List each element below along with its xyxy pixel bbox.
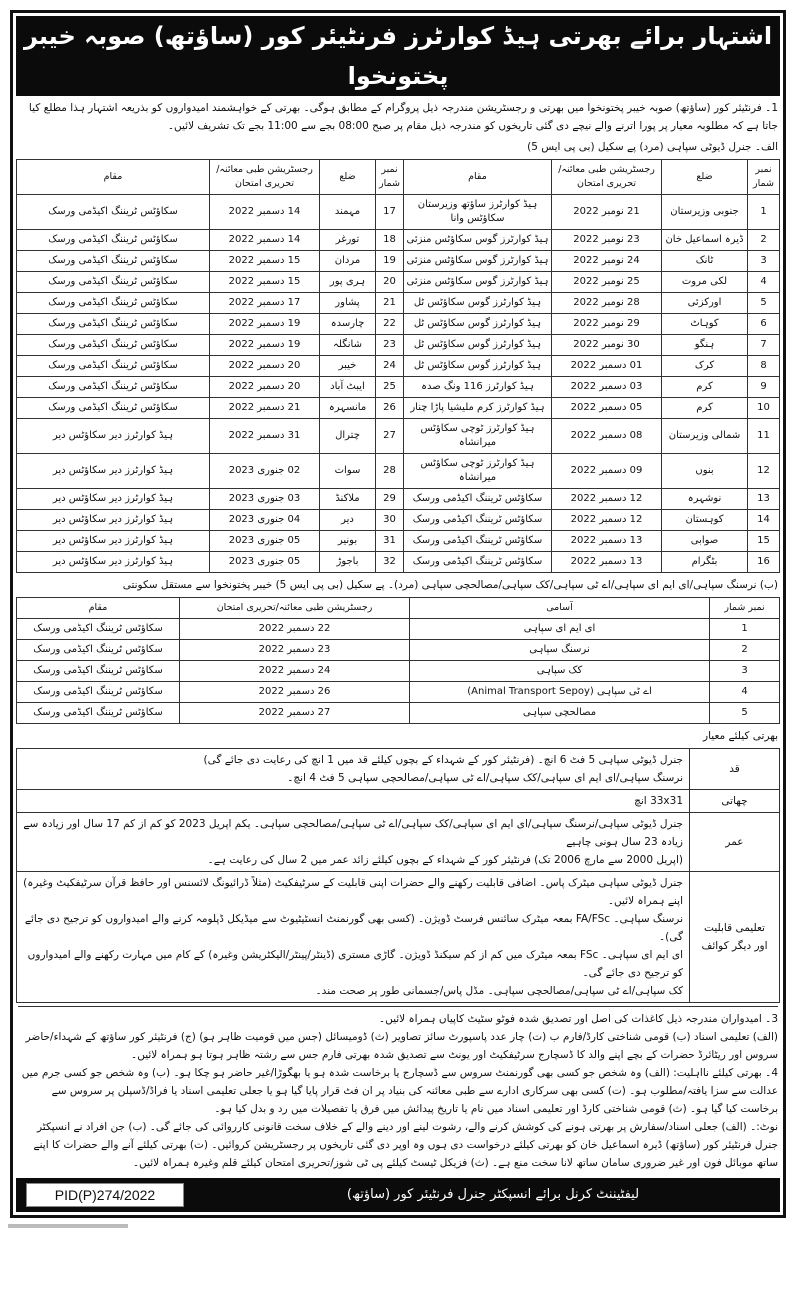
table-row xyxy=(17,230,780,251)
row-number: 4 xyxy=(710,682,780,703)
row-date: 13 دسمبر 2022 xyxy=(552,531,662,552)
advertisement-frame xyxy=(10,10,786,1218)
row-district: ملاکنڈ xyxy=(320,489,376,510)
header-num: نمبر شمار xyxy=(710,598,780,619)
row-district: کرم xyxy=(662,377,748,398)
row-district: کوہستان xyxy=(662,510,748,531)
row-date: 24 نومبر 2022 xyxy=(552,251,662,272)
table-row xyxy=(17,377,780,398)
criteria-row xyxy=(17,749,780,790)
criteria-line: جنرل ڈیوٹی سپاہی میٹرک پاس۔ اضافی قابلیت رکھنے والے حضرات اپنی قابلیت کے سرٹیفکیٹ (مثلاً ڈرائیونگ لائسنس اور حافظ قرآن سرٹیفکیٹ وغیرہ) اپنے ہمراہ لائیں۔ xyxy=(23,877,683,907)
criteria-line: ای ایم ای سپاہی۔ FSc بمعہ میٹرک میں کم از کم سیکنڈ ڈویژن۔ گاڑی مستری (ڈینٹر/پینٹر/الیکٹریشن وغیرہ) کے کام میں مہارت رکھنے والے امیدواروں کو ترجیح دی جائے گی۔ xyxy=(27,949,683,979)
row-venue: ہیڈ کوارٹرز 116 ونگ صدہ xyxy=(404,377,552,398)
row-number: 9 xyxy=(748,377,780,398)
row-venue: ہیڈ کوارٹرز گوس سکاؤٹس ٹل xyxy=(404,356,552,377)
row-district: شانگلہ xyxy=(320,335,376,356)
row-district: نوشہرہ xyxy=(662,489,748,510)
table-row xyxy=(17,272,780,293)
row-district: پشاور xyxy=(320,293,376,314)
criteria-label: عمر xyxy=(690,813,780,872)
pid-number: PID(P)274/2022 xyxy=(26,1183,184,1207)
row-number: 5 xyxy=(748,293,780,314)
row-date: 13 دسمبر 2022 xyxy=(552,552,662,573)
row-post: ای ایم ای سپاہی xyxy=(410,619,710,640)
row-district: تورغر xyxy=(320,230,376,251)
row-district: کوہاٹ xyxy=(662,314,748,335)
table-row xyxy=(17,293,780,314)
row-venue: ہیڈ کوارٹرز ٹوچی سکاؤٹس میرانشاہ xyxy=(404,419,552,454)
row-date: 31 دسمبر 2022 xyxy=(210,419,320,454)
row-number: 1 xyxy=(710,619,780,640)
documents-list: (الف) تعلیمی اسناد (ب) قومی شناختی کارڈ/فارم ب (ت) چار عدد پاسپورٹ سائز تصاویر (ث) ڈومیسائل (جس میں قومیت ظاہر ہو) (ج) فرنٹیئر کور ساؤتھ کے شہداء/حاضر سروس اور ریٹائرڈ حضرات کے بچے اپنے والد کا ڈسچارج سرٹیفکیٹ اور یونٹ سے تصدیق شدہ بھرتی فارم جس سے رشتہ ظاہر ہوتا ہو ہمراہ لائیں۔ xyxy=(25,1031,778,1061)
row-post: نرسنگ سپاہی xyxy=(410,640,710,661)
schedule-table-trade-posts xyxy=(16,597,780,724)
criteria-row xyxy=(17,813,780,872)
row-venue: ہیڈ کوارٹرز گوس سکاؤٹس ٹل xyxy=(404,335,552,356)
documents-heading: 3۔ امیدواران مندرجہ ذیل کاغذات کی اصل اور تصدیق شدہ فوٹو سٹیٹ کاپیاں ہمراہ لائیں۔ xyxy=(378,1013,778,1025)
row-number: 10 xyxy=(748,398,780,419)
criteria-value xyxy=(17,749,690,790)
row-number: 6 xyxy=(748,314,780,335)
row-venue: سکاؤٹس ٹریننگ اکیڈمی ورسک xyxy=(17,293,210,314)
row-post: مصالحچی سپاہی xyxy=(410,703,710,724)
row-number: 3 xyxy=(748,251,780,272)
row-district: شمالی وزیرستان xyxy=(662,419,748,454)
row-date: 12 دسمبر 2022 xyxy=(552,510,662,531)
row-venue: سکاؤٹس ٹریننگ اکیڈمی ورسک xyxy=(17,335,210,356)
table-row xyxy=(17,619,780,640)
row-venue: ہیڈ کوارٹرز دیر سکاؤٹس دیر xyxy=(17,510,210,531)
row-district: دیر xyxy=(320,510,376,531)
row-date: 03 جنوری 2023 xyxy=(210,489,320,510)
row-venue: سکاؤٹس ٹریننگ اکیڈمی ورسک xyxy=(17,251,210,272)
criteria-line: 33x31 انچ xyxy=(634,795,683,807)
row-number: 24 xyxy=(376,356,404,377)
criteria-line: (اپریل 2000 سے مارچ 2006 تک) فرنٹیئر کور کے شہداء کے بچوں کیلئے زائد عمر میں 2 سال کی رعایت ہے۔ xyxy=(207,854,683,866)
row-date: 05 جنوری 2023 xyxy=(210,552,320,573)
row-district: مہمند xyxy=(320,195,376,230)
table-row xyxy=(17,510,780,531)
row-district: ہنگو xyxy=(662,335,748,356)
table-row xyxy=(17,195,780,230)
row-venue: ہیڈ کوارٹرز گوس سکاؤٹس منزئی xyxy=(404,230,552,251)
row-venue: سکاؤٹس ٹریننگ اکیڈمی ورسک xyxy=(17,377,210,398)
row-venue: ہیڈ کوارٹرز ٹوچی سکاؤٹس میرانشاہ xyxy=(404,454,552,489)
row-number: 27 xyxy=(376,419,404,454)
row-venue: ہیڈ کوارٹرز دیر سکاؤٹس دیر xyxy=(17,454,210,489)
row-venue: سکاؤٹس ٹریننگ اکیڈمی ورسک xyxy=(17,661,180,682)
ineligibility-paragraph: 4۔ بھرتی کیلئے نااہلیت: (الف) وہ شخص جو کسی بھی گورنمنٹ سروس سے ڈسچارج یا برخاست شدہ ہو یا بھگوڑا/غیر حاضر ہو چکا ہو۔ (ب) وہ شخص جو کسی جرم میں عدالت سے سزا یافتہ/مطلوب ہو۔ (ت) کسی بھی سرکاری ادارے سے طبی معائنہ کی بنیاد پر ان فٹ قرار پایا گیا ہو یا جعلی تعلیمی اسناد یا فراڈ/ڈسپلن پر سروس سے برخاست کیا گیا ہو۔ (ث) قومی شناختی کارڈ اور تعلیمی اسناد میں نام یا تاریخ پیدائش میں فرق یا تفصیلات میں رد و بدل کیا ہو۔ xyxy=(21,1067,778,1115)
criteria-label: چھاتی xyxy=(690,790,780,813)
note-paragraph: نوٹ:۔ (الف) جعلی اسناد/سفارش پر بھرتی ہونے کی کوشش کرنے والے، رشوت لینے اور دینے والے کے خلاف سخت قانونی کارروائی کی جائے گی۔ (ب) جن افراد نے انسپکٹر جنرل فرنٹیئر کور (ساؤتھ) ڈیرہ اسماعیل خان کو بھرتی کیلئے درخواست دی ہوں وہ اوپر دی گئی تاریخوں پر رجسٹریشن کروائیں۔ (ت) بھرتی کیلئے آنے والے حضرات کا اپنے ساتھ موبائل فون اور غیر ضروری سامان ساتھ لانا سخت منع ہے۔ (ث) فزیکل ٹیسٹ کیلئے پی ٹی شوز/تحریری امتحان کیلئے قلم وغیرہ ہمراہ لائیں۔ xyxy=(33,1121,778,1169)
row-date: 23 دسمبر 2022 xyxy=(180,640,410,661)
table-row xyxy=(17,703,780,724)
row-venue: ہیڈ کوارٹرز گوس سکاؤٹس منزئی xyxy=(404,251,552,272)
row-date: 30 نومبر 2022 xyxy=(552,335,662,356)
row-date: 04 جنوری 2023 xyxy=(210,510,320,531)
header-venue: مقام xyxy=(17,598,180,619)
row-date: 21 دسمبر 2022 xyxy=(210,398,320,419)
header-num: نمبر شمار xyxy=(748,160,780,195)
row-venue: ہیڈ کوارٹرز کرم ملیشیا پاڑا چنار xyxy=(404,398,552,419)
row-number: 25 xyxy=(376,377,404,398)
row-venue: سکاؤٹس ٹریننگ اکیڈمی ورسک xyxy=(17,398,210,419)
table-row xyxy=(17,661,780,682)
row-district: چارسدہ xyxy=(320,314,376,335)
row-district: باجوڑ xyxy=(320,552,376,573)
criteria-label: قد xyxy=(690,749,780,790)
row-district: چترال xyxy=(320,419,376,454)
row-district: ایبٹ آباد xyxy=(320,377,376,398)
row-venue: سکاؤٹس ٹریننگ اکیڈمی ورسک xyxy=(404,510,552,531)
row-district: خیبر xyxy=(320,356,376,377)
row-venue: ہیڈ کوارٹرز گوس سکاؤٹس منزئی xyxy=(404,272,552,293)
row-date: 05 دسمبر 2022 xyxy=(552,398,662,419)
criteria-heading: بھرتی کیلئے معیار xyxy=(703,730,778,742)
row-venue: سکاؤٹس ٹریننگ اکیڈمی ورسک xyxy=(404,489,552,510)
row-date: 20 دسمبر 2022 xyxy=(210,356,320,377)
row-venue: سکاؤٹس ٹریننگ اکیڈمی ورسک xyxy=(404,552,552,573)
row-venue: سکاؤٹس ٹریننگ اکیڈمی ورسک xyxy=(17,640,180,661)
row-date: 03 دسمبر 2022 xyxy=(552,377,662,398)
table-row xyxy=(17,640,780,661)
table-row xyxy=(17,682,780,703)
header-district: ضلع xyxy=(662,160,748,195)
row-venue: ہیڈ کوارٹرز دیر سکاؤٹس دیر xyxy=(17,419,210,454)
row-date: 20 دسمبر 2022 xyxy=(210,377,320,398)
header-date: رجسٹریشن طبی معائنہ/تحریری امتحان xyxy=(210,160,320,195)
row-date: 28 نومبر 2022 xyxy=(552,293,662,314)
row-post: اے ٹی سپاہی (Animal Transport Sepoy) xyxy=(410,682,710,703)
row-district: کرم xyxy=(662,398,748,419)
row-district: مانسہرہ xyxy=(320,398,376,419)
criteria-value xyxy=(17,790,690,813)
header-date: رجسٹریشن طبی معائنہ/تحریری امتحان xyxy=(180,598,410,619)
row-date: 02 جنوری 2023 xyxy=(210,454,320,489)
row-date: 27 دسمبر 2022 xyxy=(180,703,410,724)
row-venue: ہیڈ کوارٹرز دیر سکاؤٹس دیر xyxy=(17,531,210,552)
row-number: 14 xyxy=(748,510,780,531)
criteria-line: جنرل ڈیوٹی سپاہی 5 فٹ 6 انچ۔ (فرنٹیئر کور کے شہداء کے بچوں کیلئے قد میں 1 انچ کی رعایت دی جائے گی) xyxy=(203,754,683,766)
row-number: 2 xyxy=(710,640,780,661)
row-date: 08 دسمبر 2022 xyxy=(552,419,662,454)
row-date: 23 نومبر 2022 xyxy=(552,230,662,251)
row-venue: ہیڈ کوارٹرز دیر سکاؤٹس دیر xyxy=(17,552,210,573)
row-number: 2 xyxy=(748,230,780,251)
clipping-edge xyxy=(8,1224,128,1228)
row-number: 17 xyxy=(376,195,404,230)
header-num: نمبر شمار xyxy=(376,160,404,195)
header-date: رجسٹریشن طبی معائنہ/تحریری امتحان xyxy=(552,160,662,195)
row-number: 30 xyxy=(376,510,404,531)
row-district: ٹانک xyxy=(662,251,748,272)
row-date: 14 دسمبر 2022 xyxy=(210,230,320,251)
row-district: ڈیرہ اسماعیل خان xyxy=(662,230,748,251)
table-row xyxy=(17,489,780,510)
row-date: 26 دسمبر 2022 xyxy=(180,682,410,703)
table-row xyxy=(17,398,780,419)
row-number: 28 xyxy=(376,454,404,489)
row-number: 15 xyxy=(748,531,780,552)
row-venue: ہیڈ کوارٹرز گوس سکاؤٹس ٹل xyxy=(404,293,552,314)
row-date: 15 دسمبر 2022 xyxy=(210,272,320,293)
row-venue: سکاؤٹس ٹریننگ اکیڈمی ورسک xyxy=(17,703,180,724)
row-number: 31 xyxy=(376,531,404,552)
row-number: 4 xyxy=(748,272,780,293)
row-date: 12 دسمبر 2022 xyxy=(552,489,662,510)
row-date: 01 دسمبر 2022 xyxy=(552,356,662,377)
row-date: 19 دسمبر 2022 xyxy=(210,335,320,356)
row-date: 24 دسمبر 2022 xyxy=(180,661,410,682)
row-date: 14 دسمبر 2022 xyxy=(210,195,320,230)
row-venue: سکاؤٹس ٹریننگ اکیڈمی ورسک xyxy=(17,619,180,640)
row-venue: سکاؤٹس ٹریننگ اکیڈمی ورسک xyxy=(17,682,180,703)
row-number: 21 xyxy=(376,293,404,314)
row-date: 25 نومبر 2022 xyxy=(552,272,662,293)
criteria-value xyxy=(17,813,690,872)
row-district: لکی مروت xyxy=(662,272,748,293)
row-date: 22 دسمبر 2022 xyxy=(180,619,410,640)
row-district: بونیر xyxy=(320,531,376,552)
row-number: 32 xyxy=(376,552,404,573)
row-number: 13 xyxy=(748,489,780,510)
row-number: 1 xyxy=(748,195,780,230)
row-district: جنوبی وزیرستان xyxy=(662,195,748,230)
row-date: 15 دسمبر 2022 xyxy=(210,251,320,272)
row-number: 16 xyxy=(748,552,780,573)
row-date: 05 جنوری 2023 xyxy=(210,531,320,552)
row-district: اورکزئی xyxy=(662,293,748,314)
row-venue: سکاؤٹس ٹریننگ اکیڈمی ورسک xyxy=(17,230,210,251)
table-header-row xyxy=(17,160,780,195)
row-district: ہری پور xyxy=(320,272,376,293)
row-number: 11 xyxy=(748,419,780,454)
schedule-table-general-duty xyxy=(16,159,780,573)
table-row xyxy=(17,251,780,272)
table-row xyxy=(17,335,780,356)
row-venue: ہیڈ کوارٹرز گوس سکاؤٹس ٹل xyxy=(404,314,552,335)
row-venue: ہیڈ کوارٹرز دیر سکاؤٹس دیر xyxy=(17,489,210,510)
section-a-heading: الف۔ جنرل ڈیوٹی سپاہی (مرد) پے سکیل (بی پی ایس 5) xyxy=(527,141,778,153)
criteria-line: نرسنگ سپاہی۔ FA/FSc بمعہ میٹرک سائنس فرسٹ ڈویژن۔ (کسی بھی گورنمنٹ انسٹیٹیوٹ سے میڈیکل ڈپلومہ کرنے والے امیدواروں کو ترجیح دی جائے گی)۔ xyxy=(24,913,683,943)
table-header-row xyxy=(17,598,780,619)
row-date: 17 دسمبر 2022 xyxy=(210,293,320,314)
row-venue: سکاؤٹس ٹریننگ اکیڈمی ورسک xyxy=(17,195,210,230)
row-number: 22 xyxy=(376,314,404,335)
row-district: بنوں xyxy=(662,454,748,489)
row-date: 21 نومبر 2022 xyxy=(552,195,662,230)
row-date: 19 دسمبر 2022 xyxy=(210,314,320,335)
signatory: لیفٹیننٹ کرنل برائے انسپکٹر جنرل فرنٹیئر کور (ساؤتھ) xyxy=(346,1187,640,1202)
row-district: صوابی xyxy=(662,531,748,552)
row-number: 19 xyxy=(376,251,404,272)
row-post: کک سپاہی xyxy=(410,661,710,682)
row-district: سوات xyxy=(320,454,376,489)
page-title: اشتہار برائے بھرتی ہیڈ کوارٹرز فرنٹیئر کور (ساؤتھ) صوبہ خیبر پختونخوا xyxy=(16,16,780,96)
row-number: 5 xyxy=(710,703,780,724)
section-b-heading: (ب) نرسنگ سپاہی/ای ایم ای سپاہی/اے ٹی سپاہی/کک سپاہی/مصالحچی سپاہی (مرد)۔ پے سکیل (بی پی ایس 5) خیبر پختونخوا سے مستقل سکونتی xyxy=(122,579,778,591)
criteria-line: جنرل ڈیوٹی سپاہی/نرسنگ سپاہی/ای ایم ای سپاہی/کک سپاہی/اے ٹی سپاہی/مصالحچی سپاہی۔ یکم اپریل 2023 کو کم از کم 17 سال اور زیادہ سے زیادہ 23 سال ہونی چاہیے xyxy=(23,818,683,848)
criteria-line: کک سپاہی/اے ٹی سپاہی/مصالحچی سپاہی۔ مڈل پاس/جسمانی طور پر صحت مند۔ xyxy=(315,985,683,997)
footer-bar xyxy=(16,1178,780,1212)
header-venue: مقام xyxy=(17,160,210,195)
criteria-row xyxy=(17,790,780,813)
row-number: 8 xyxy=(748,356,780,377)
row-district: کرک xyxy=(662,356,748,377)
row-district: مردان xyxy=(320,251,376,272)
row-number: 29 xyxy=(376,489,404,510)
row-number: 26 xyxy=(376,398,404,419)
header-venue: مقام xyxy=(404,160,552,195)
row-venue: سکاؤٹس ٹریننگ اکیڈمی ورسک xyxy=(17,314,210,335)
row-venue: سکاؤٹس ٹریننگ اکیڈمی ورسک xyxy=(17,356,210,377)
table-row xyxy=(17,552,780,573)
row-number: 20 xyxy=(376,272,404,293)
row-date: 09 دسمبر 2022 xyxy=(552,454,662,489)
table-row xyxy=(17,419,780,454)
criteria-value xyxy=(17,872,690,1003)
header-district: ضلع xyxy=(320,160,376,195)
criteria-line: نرسنگ سپاہی/ای ایم ای سپاہی/کک سپاہی/اے ٹی سپاہی/مصالحچی سپاہی 5 فٹ 4 انچ۔ xyxy=(287,772,683,784)
row-date: 29 نومبر 2022 xyxy=(552,314,662,335)
row-venue: سکاؤٹس ٹریننگ اکیڈمی ورسک xyxy=(17,272,210,293)
table-row xyxy=(17,356,780,377)
documents-section xyxy=(18,1006,778,1172)
row-number: 23 xyxy=(376,335,404,356)
table-row xyxy=(17,314,780,335)
row-venue: ہیڈ کوارٹرز ساؤتھ وزیرستان سکاؤٹس وانا xyxy=(404,195,552,230)
intro-paragraph: 1۔ فرنٹیئر کور (ساؤتھ) صوبہ خیبر پختونخوا میں بھرتی و رجسٹریشن مندرجہ ذیل پروگرام کے مطابق ہوگی۔ بھرتی کے خواہشمند امیدواروں کو بذریعہ اشتہار ہذا مطلع کیا جاتا ہے کہ مطلوبہ معیار پر پورا اترنے والے نیچے دی گئی تاریخوں کو مندرجہ ذیل مقام پر صبح 08:00 بجے سے 11:00 بجے تک تشریف لائیں۔ xyxy=(28,102,778,132)
row-number: 7 xyxy=(748,335,780,356)
row-venue: سکاؤٹس ٹریننگ اکیڈمی ورسک xyxy=(404,531,552,552)
row-number: 18 xyxy=(376,230,404,251)
header-post: آسامی xyxy=(410,598,710,619)
criteria-label: تعلیمی قابلیت اور دیگر کوائف xyxy=(690,872,780,1003)
table-row xyxy=(17,531,780,552)
table-row xyxy=(17,454,780,489)
row-district: بٹگرام xyxy=(662,552,748,573)
row-number: 12 xyxy=(748,454,780,489)
criteria-row xyxy=(17,872,780,1003)
row-number: 3 xyxy=(710,661,780,682)
criteria-table xyxy=(16,748,780,1003)
